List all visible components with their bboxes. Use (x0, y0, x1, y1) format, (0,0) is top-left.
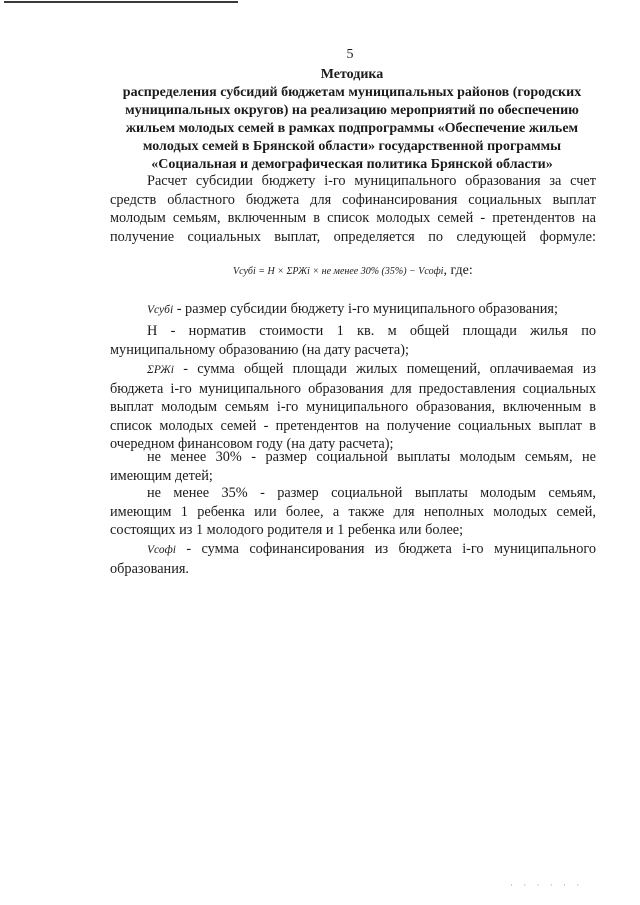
definition-vsub-line-1: Vсубi - размер субсидии бюджету i-го муниципального образования; (147, 301, 558, 317)
variable-area: ΣРЖi (147, 364, 174, 376)
definition-norm-line-1: Н - норматив стоимости 1 кв. м общей площади жилья по (147, 323, 596, 339)
title-line-6: «Социальная и демографическая политика Брянской области» (151, 157, 553, 172)
definition-35-line-2: имеющим 1 ребенка или более, а также для неполных молодых семей, (110, 503, 596, 520)
intro-line-4: получение социальных выплат, определяется по следующей формуле: (110, 228, 596, 245)
definition-35-line-3: состоящих из 1 молодого родителя и 1 ребенка или более; (110, 522, 464, 538)
formula-suffix: , где: (443, 263, 473, 278)
definition-35-line-1: не менее 35% - размер социальной выплаты молодым семьям, (147, 485, 596, 501)
definition-vsub (110, 300, 596, 320)
definition-norm-line-2: муниципальному образованию (на дату расчета); (110, 341, 409, 358)
title-line-5: молодых семей в Брянской области» государственной программы (142, 139, 562, 154)
definition-35 (110, 484, 596, 540)
title-line-3: муниципальных округов) на реализацию мероприятий по обеспечению (125, 103, 579, 118)
formula (233, 263, 473, 279)
title-line-1: Методика (320, 67, 384, 82)
intro-paragraph (110, 172, 596, 246)
definition-area-line-1: ΣРЖi - сумма общей площади жилых помещений, оплачиваемая из (147, 361, 596, 377)
definition-area-line-2: бюджета i-го муниципального образования для предоставления социальных (110, 380, 596, 397)
definition-vsof-line-2: образования. (110, 560, 189, 577)
title-line-2: распределения субсидий бюджетам муниципальных районов (городских (122, 85, 582, 100)
variable-vsof: Vсофi (147, 544, 176, 556)
scan-noise-dots: · · · · · · (510, 880, 584, 890)
definition-area-line-3: выплат молодым семьям i-го муниципального образования, включенным в (110, 399, 596, 415)
page-number: 5 (346, 47, 354, 62)
top-rule (4, 1, 238, 3)
intro-line-3: молодым семьям, включенным в список молодых семей - претендентов на (110, 210, 596, 226)
document-title (92, 66, 612, 174)
intro-line-1: Расчет субсидии бюджету i-го муниципального образования за счет (147, 173, 596, 189)
title-line-4: жильем молодых семей в рамках подпрограммы «Обеспечение жильем (125, 121, 579, 136)
definition-area (110, 360, 596, 454)
definition-area-line-4: список молодых семей - претендентов на получение социальных выплат в (110, 417, 596, 434)
formula-expression: Vсубi = H × ΣРЖi × не менее 30% (35%) − Vсофi (233, 266, 444, 277)
definition-norm (110, 322, 596, 359)
definition-30 (110, 448, 596, 485)
definition-30-line-2: имеющим детей; (110, 467, 213, 484)
definition-30-line-1: не менее 30% - размер социальной выплаты молодым семьям, не (147, 449, 596, 465)
variable-vsub: Vсубi (147, 304, 174, 316)
definition-area-line-5: очередном финансовом году (на дату расчета); (110, 436, 394, 452)
definition-vsof (110, 540, 596, 578)
definition-vsof-line-1: Vсофi - сумма софинансирования из бюджета i-го муниципального (147, 541, 596, 557)
intro-line-2: средств областного бюджета для софинансирования социальных выплат (110, 191, 596, 208)
